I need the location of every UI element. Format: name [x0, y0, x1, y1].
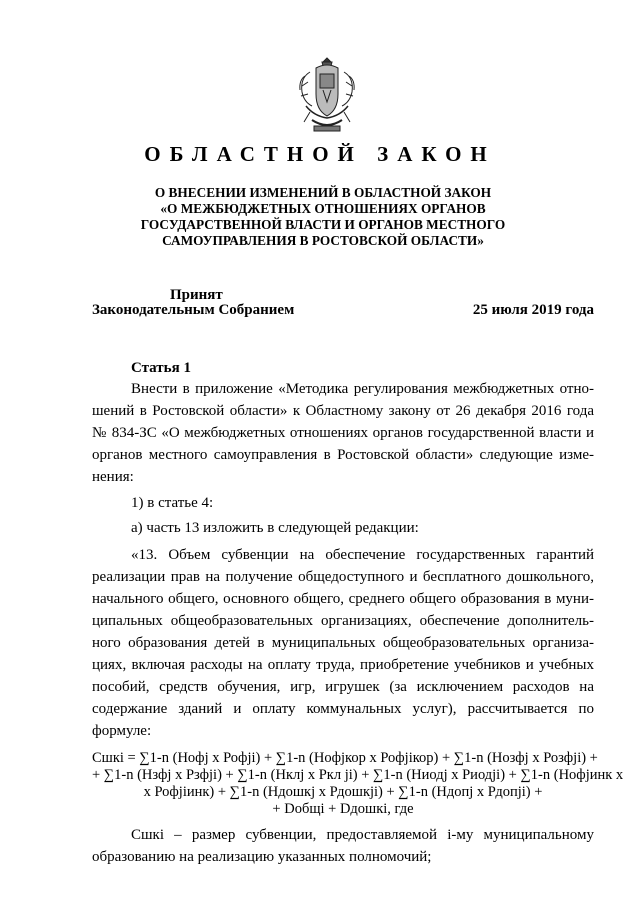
- formula-line: x Рофjiинк) + ∑1-n (Ндошкj x Рдошкji) + ∑1-n (Ндопj x Рдопji) +: [143, 784, 543, 800]
- document-title: ОБЛАСТНОЙ ЗАКОН: [144, 142, 496, 166]
- paragraph-line: Внести в приложение «Методика регулирования межбюджетных отно-: [131, 381, 594, 397]
- formula-line: + Dобщi + Dдошкi, где: [272, 801, 414, 817]
- paragraph-line: пособий, средств обучения, игр, игрушек (за исключением расходов на: [92, 679, 594, 695]
- paragraph-line: «13. Объем субвенции на обеспечение государственных гарантий: [131, 547, 594, 563]
- subtitle-line: САМОУПРАВЛЕНИЯ В РОСТОВСКОЙ ОБЛАСТИ»: [162, 233, 484, 248]
- adoption-date: 25 июля 2019 года: [472, 302, 594, 318]
- paragraph-line: начального общего, основного общего, среднего общего образования в муни-: [92, 591, 594, 607]
- paragraph-line: содержание зданий и оплату коммунальных услуг), рассчитывается по: [92, 701, 594, 717]
- paragraph-line: формуле:: [92, 723, 152, 739]
- paragraph-line: а) часть 13 изложить в следующей редакции:: [131, 520, 419, 536]
- formula-line: + ∑1-n (Нзфj x Рзфji) + ∑1-n (Нклj x Ркл ji) + ∑1-n (Ниодj x Риодji) + ∑1-n (Нофjинк x: [92, 767, 624, 783]
- article-heading: Статья 1: [131, 360, 191, 376]
- subtitle-line: О ВНЕСЕНИИ ИЗМЕНЕНИЙ В ОБЛАСТНОЙ ЗАКОН: [154, 185, 492, 200]
- paragraph-line: Сшкi – размер субвенции, предоставляемой i-му муниципальному: [131, 827, 594, 843]
- adopted-label: Принят: [170, 287, 223, 303]
- paragraph-line: шений в Ростовской области» к Областному закону от 26 декабря 2016 года: [92, 403, 594, 419]
- paragraph-line: ципальных общеобразовательных организациях, обеспечение дополнитель-: [92, 613, 594, 629]
- paragraph-line: № 834-ЗС «О межбюджетных отношениях органов государственной власти и: [92, 425, 594, 441]
- document-subtitle: [130, 185, 516, 249]
- formula-line: Сшкi = ∑1-n (Нофj x Рофji) + ∑1-n (Нофjкор x Рофjiкор) + ∑1-n (Нозфj x Розфji) +: [92, 750, 598, 766]
- subtitle-line: «О МЕЖБЮДЖЕТНЫХ ОТНОШЕНИЯХ ОРГАНОВ: [160, 201, 486, 216]
- rostov-coat-of-arms-emblem: [296, 56, 358, 134]
- adopted-by: Законодательным Собранием: [92, 302, 295, 318]
- paragraph-line: образованию на реализацию указанных полномочий;: [92, 849, 432, 865]
- paragraph-line: реализации прав на получение общедоступного и бесплатного дошкольного,: [92, 569, 594, 585]
- paragraph-line: органов местного самоуправления в Ростовской области» следующие изме-: [92, 447, 594, 463]
- subvention-formula: [92, 750, 624, 818]
- paragraph-line: ного образования детей в муниципальных общеобразовательных организа-: [92, 635, 594, 651]
- subtitle-line: ГОСУДАРСТВЕННОЙ ВЛАСТИ И ОРГАНОВ МЕСТНОГО: [140, 217, 506, 232]
- paragraph-line: нения:: [92, 469, 134, 485]
- paragraph-line: циях, включая расходы на оплату труда, приобретение учебников и учебных: [92, 657, 594, 673]
- paragraph-line: 1) в статье 4:: [131, 495, 214, 511]
